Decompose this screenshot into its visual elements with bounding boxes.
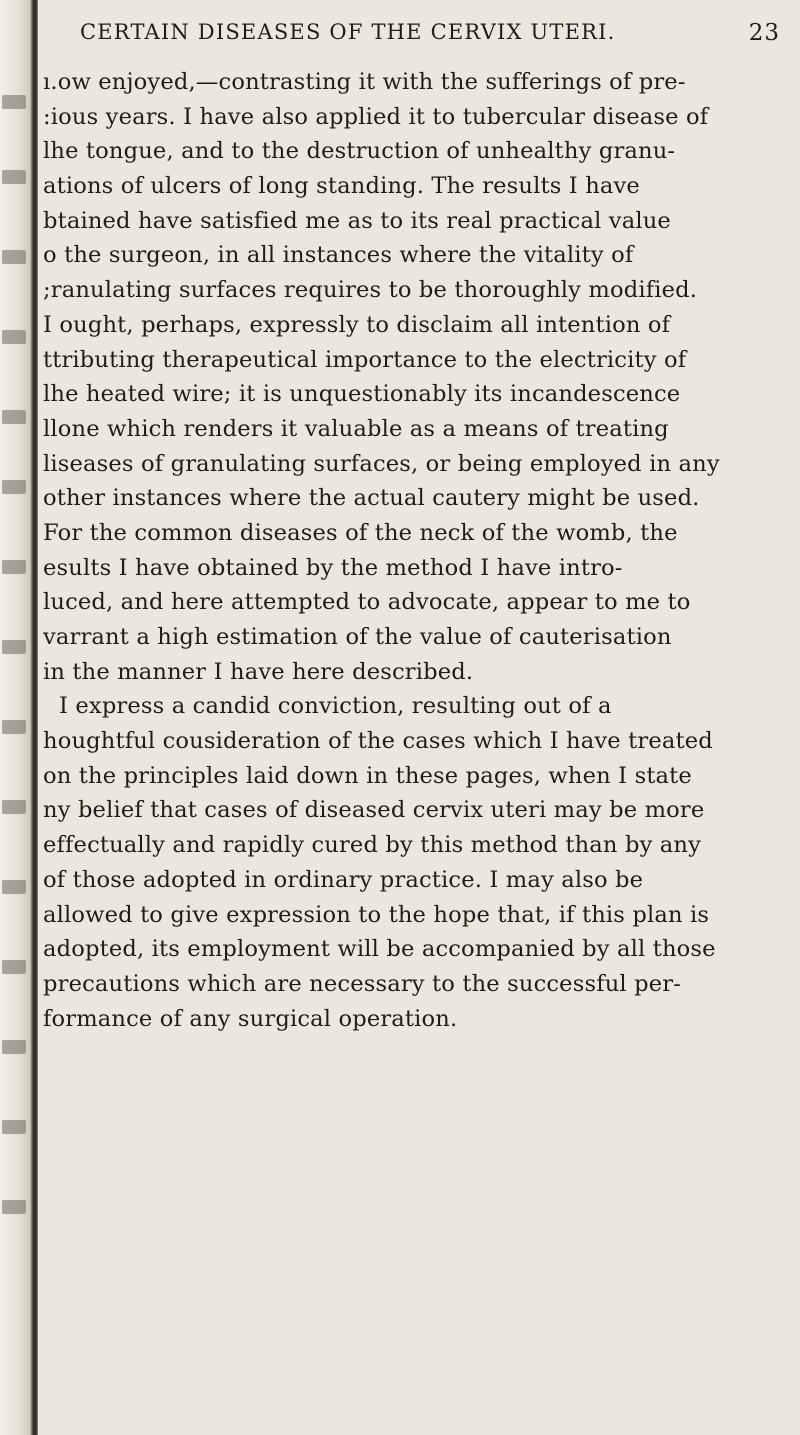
text-line: on the principles laid down in these pages, when I state [43, 762, 692, 789]
text-line: varrant a high estimation of the value of cauterisation [43, 624, 672, 650]
text-line: liseases of granulating surfaces, or being employed in any [43, 450, 720, 477]
text-line: houghtful cousideration of the cases which I have treated [43, 728, 713, 755]
text-line: I express a candid conviction, resulting out of a [59, 693, 612, 720]
text-line: esults I have obtained by the method I have intro- [43, 554, 623, 581]
text-line: of those adopted in ordinary practice. I may also be [43, 866, 644, 893]
body-text [43, 65, 778, 1036]
running-title: CERTAIN DISEASES OF THE CERVIX UTERI. [80, 20, 616, 44]
text-line: other instances where the actual cautery might be used. [43, 485, 700, 512]
text-line: :ious years. I have also applied it to tubercular disease of [43, 103, 709, 130]
text-line: in the manner I have here described. [43, 658, 474, 685]
text-line: formance of any surgical operation. [43, 1005, 458, 1032]
text-line: o the surgeon, in all instances where the vitality of [43, 242, 634, 269]
text-line: adopted, its employment will be accompanied by all those [43, 936, 716, 963]
text-line: llone which renders it valuable as a means of treating [43, 415, 669, 442]
text-line: precautions which are necessary to the successful per- [43, 970, 681, 997]
book-page [40, 0, 800, 1435]
text-line: ttributing therapeutical importance to the electricity of [43, 346, 687, 373]
text-line: lhe heated wire; it is unquestionably its incandescence [43, 381, 681, 408]
text-line: lhe tongue, and to the destruction of unhealthy granu- [43, 138, 676, 165]
text-line: allowed to give expression to the hope that, if this plan is [43, 901, 710, 928]
text-line: ny belief that cases of diseased cervix uteri may be more [43, 797, 705, 824]
text-line: ;ranulating surfaces requires to be thoroughly modified. [43, 277, 698, 304]
text-line: I ought, perhaps, expressly to disclaim all intention of [43, 311, 671, 338]
text-line: ı.ow enjoyed,—contrasting it with the sufferings of pre- [43, 69, 686, 95]
page-number: 23 [748, 20, 780, 46]
text-line: btained have satisfied me as to its real practical value [43, 207, 671, 234]
text-line: For the common diseases of the neck of the womb, the [43, 519, 678, 546]
text-line: effectually and rapidly cured by this method than by any [43, 832, 702, 859]
text-line: luced, and here attempted to advocate, appear to me to [43, 589, 691, 616]
page-gutter [0, 0, 38, 1435]
facing-page-fragments [0, 0, 30, 1435]
text-line: ations of ulcers of long standing. The results I have [43, 173, 640, 200]
running-head [40, 14, 780, 54]
